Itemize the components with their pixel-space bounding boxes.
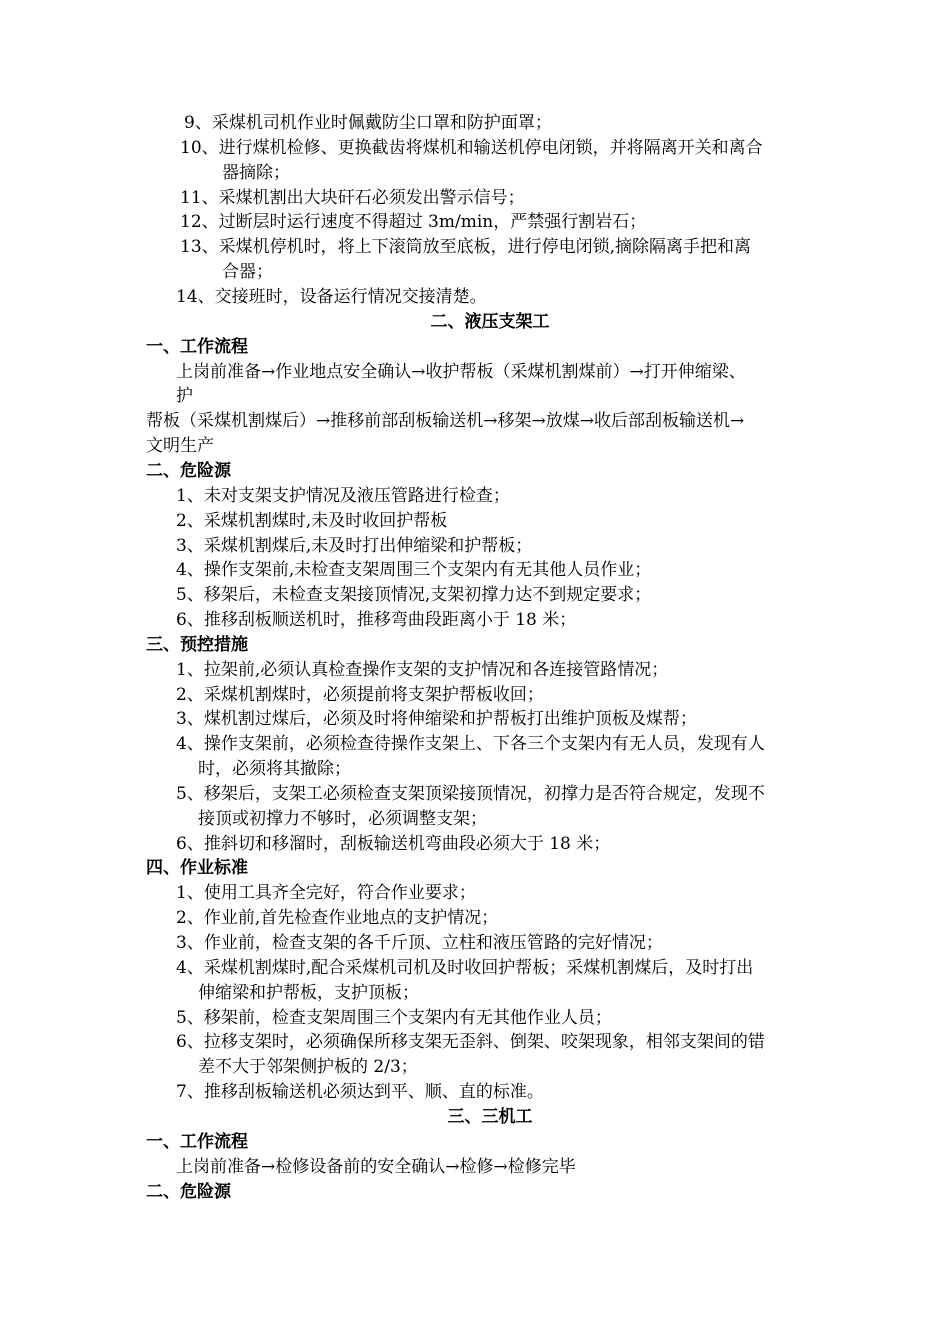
list-item: 4、操作支架前，必须检查待操作支架上、下各三个支架内有无人员，发现有人 — [176, 734, 765, 754]
list-item: 6、推移刮板顺送机时，推移弯曲段距离小于 18 米； — [176, 610, 577, 630]
section-title: 三、三机工 — [447, 1107, 533, 1127]
list-item: 1、未对支架支护情况及液压管路进行检查； — [176, 486, 510, 506]
list-item: 2、作业前,首先检查作业地点的支护情况； — [176, 908, 499, 928]
section-title: 二、液压支架工 — [430, 312, 550, 332]
subsection-heading: 四、作业标准 — [146, 858, 248, 878]
list-item: 6、拉移支架时，必须确保所移支架无歪斜、倒架、咬架现象，相邻支架间的错 — [176, 1032, 765, 1052]
subsection-heading: 二、危险源 — [146, 461, 231, 481]
workflow-text: 上岗前准备→检修设备前的安全确认→检修→检修完毕 — [176, 1157, 576, 1177]
list-item-continuation: 时，必须将其撤除； — [198, 759, 351, 779]
workflow-text: 护 — [176, 386, 193, 406]
list-item: 7、推移刮板输送机必须达到平、顺、直的标准。 — [176, 1082, 544, 1102]
subsection-heading: 三、预控措施 — [146, 635, 248, 655]
list-item: 1、拉架前,必须认真检查操作支架的支护情况和各连接管路情况； — [176, 660, 669, 680]
workflow-text: 帮板（采煤机割煤后）→推移前部刮板输送机→移架→放煤→收后部刮板输送机→ — [146, 411, 745, 431]
list-item-continuation: 差不大于邻架侧护板的 2/3； — [198, 1057, 418, 1077]
list-item: 6、推斜切和移溜时，刮板输送机弯曲段必须大于 18 米； — [176, 834, 611, 854]
list-item: 2、采煤机割煤时,未及时收回护帮板 — [176, 511, 448, 531]
list-item: 3、煤机割过煤后，必须及时将伸缩梁和护帮板打出维护顶板及煤帮； — [176, 709, 697, 729]
list-item-continuation: 接顶或初撑力不够时，必须调整支架； — [198, 809, 487, 829]
list-item: 5、移架前，检查支架周围三个支架内有无其他作业人员； — [176, 1008, 612, 1028]
list-item: 14、交接班时，设备运行情况交接清楚。 — [176, 287, 487, 307]
list-item: 10、进行煤机检修、更换截齿将煤机和输送机停电闭锁，并将隔离开关和离合 — [180, 138, 763, 158]
list-item: 4、操作支架前,未检查支架周围三个支架内有无其他人员作业； — [176, 560, 652, 580]
list-item: 11、采煤机割出大块矸石必须发出警示信号； — [180, 188, 525, 208]
subsection-heading: 一、工作流程 — [146, 1132, 248, 1152]
list-item: 13、采煤机停机时，将上下滚筒放至底板，进行停电闭锁,摘除隔离手把和离 — [180, 237, 752, 257]
subsection-heading: 二、危险源 — [146, 1182, 231, 1202]
list-item: 9、采煤机司机作业时佩戴防尘口罩和防护面罩； — [184, 113, 552, 133]
list-item-continuation: 合器； — [222, 262, 273, 282]
workflow-text: 上岗前准备→作业地点安全确认→收护帮板（采煤机割煤前）→打开伸缩梁、 — [176, 362, 746, 382]
subsection-heading: 一、工作流程 — [146, 337, 248, 357]
list-item: 2、采煤机割煤时，必须提前将支架护帮板收回； — [176, 685, 544, 705]
list-item-continuation: 器摘除； — [222, 163, 290, 183]
workflow-text: 文明生产 — [146, 436, 214, 456]
list-item-continuation: 伸缩梁和护帮板，支护顶板； — [198, 983, 419, 1003]
list-item: 12、过断层时运行速度不得超过 3m/min，严禁强行割岩石； — [180, 212, 647, 232]
list-item: 3、作业前，检查支架的各千斤顶、立柱和液压管路的完好情况； — [176, 933, 663, 953]
list-item: 4、采煤机割煤时,配合采煤机司机及时收回护帮板；采煤机割煤后，及时打出 — [176, 958, 754, 978]
list-item: 1、使用工具齐全完好，符合作业要求； — [176, 883, 476, 903]
list-item: 3、采煤机割煤后,未及时打出伸缩梁和护帮板； — [176, 536, 533, 556]
list-item: 5、移架后，未检查支架接顶情况,支架初撑力达不到规定要求； — [176, 585, 652, 605]
list-item: 5、移架后，支架工必须检查支架顶梁接顶情况，初撑力是否符合规定，发现不 — [176, 784, 765, 804]
